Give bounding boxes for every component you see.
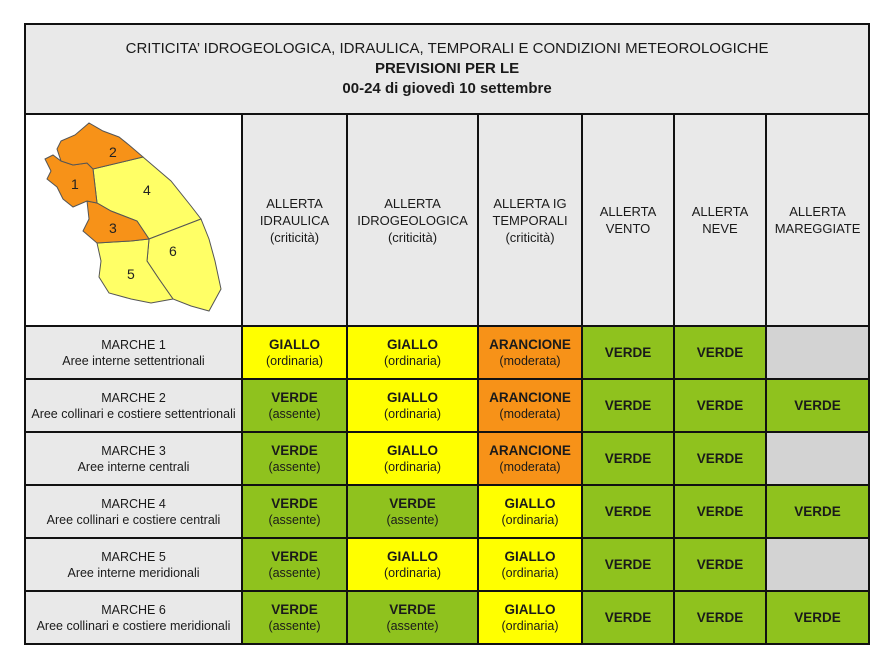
alert-criticality: (moderata) [499, 406, 561, 421]
column-header-line2: IDROGEOLOGICA [357, 212, 468, 228]
title-line-2: PREVISIONI PER LE [374, 60, 520, 77]
alert-cell [478, 432, 582, 485]
alert-cell [478, 326, 582, 379]
column-header-4 [582, 114, 674, 326]
map-label-3: 3 [109, 219, 117, 236]
alert-level: GIALLO [269, 336, 320, 352]
column-header-2 [347, 114, 478, 326]
alert-cell [478, 538, 582, 591]
zone-rows [25, 326, 869, 644]
alert-cell [766, 591, 869, 644]
alert-cell [242, 326, 347, 379]
zone-row [25, 485, 869, 538]
alert-criticality: (ordinaria) [501, 618, 559, 633]
alert-level: VERDE [604, 344, 652, 360]
column-header-line1: ALLERTA [691, 204, 749, 219]
alert-cell [766, 326, 869, 379]
alert-cell [582, 538, 674, 591]
alert-cell [674, 538, 766, 591]
column-header-6 [766, 114, 869, 326]
alert-cell [242, 538, 347, 591]
zone-name-cell [25, 591, 242, 644]
map-label-6: 6 [169, 242, 177, 259]
alert-level: VERDE [794, 397, 841, 413]
alert-level: VERDE [696, 556, 744, 572]
zone-map-cell [25, 114, 242, 326]
alert-level: GIALLO [387, 548, 438, 564]
alert-cell [242, 379, 347, 432]
alert-cell [242, 485, 347, 538]
alert-cell [347, 591, 478, 644]
alert-criticality: (assente) [268, 512, 321, 527]
alert-criticality: (ordinaria) [384, 565, 441, 580]
alert-level: VERDE [604, 450, 652, 466]
column-header-line3: (criticità) [387, 229, 438, 245]
alert-level: VERDE [604, 556, 652, 572]
alert-cell [478, 485, 582, 538]
alert-level: VERDE [271, 389, 318, 405]
alert-level: GIALLO [504, 495, 556, 511]
map-label-2: 2 [109, 143, 117, 160]
alert-criticality: (assente) [268, 565, 321, 580]
column-header-line3: (criticità) [505, 229, 555, 245]
alert-cell [347, 379, 478, 432]
column-header-line2: VENTO [605, 221, 651, 236]
zone-name: MARCHE 4 [101, 496, 166, 511]
alert-level: VERDE [696, 397, 744, 413]
alert-criticality: (ordinaria) [501, 512, 559, 527]
alert-level: GIALLO [387, 336, 438, 352]
alert-level: VERDE [604, 609, 652, 625]
alert-cell [766, 485, 869, 538]
alert-level: VERDE [271, 601, 318, 617]
zone-area: Aree interne centrali [77, 459, 190, 474]
alert-level: VERDE [271, 495, 318, 511]
alert-level: VERDE [389, 601, 436, 617]
alert-cell [582, 591, 674, 644]
alert-criticality: (assente) [386, 618, 439, 633]
alert-cell [347, 485, 478, 538]
alert-level: VERDE [696, 450, 744, 466]
zone-area: Aree collinari e costiere settentrionali [31, 406, 236, 421]
zone-row [25, 432, 869, 485]
alert-cell [582, 485, 674, 538]
zone-area: Aree collinari e costiere centrali [46, 512, 221, 527]
alert-level: VERDE [604, 397, 652, 413]
title-line-3: 00-24 di giovedì 10 settembre [342, 80, 552, 97]
zone-row [25, 538, 869, 591]
column-header-line3: (criticità) [269, 229, 320, 245]
column-header-line1: ALLERTA [266, 195, 323, 211]
alert-level: VERDE [794, 609, 841, 625]
column-header-line1: ALLERTA IG [493, 195, 567, 211]
zone-name: MARCHE 6 [101, 602, 166, 617]
alert-level: VERDE [389, 495, 436, 511]
map-label-1: 1 [71, 175, 79, 192]
alert-level: GIALLO [504, 601, 556, 617]
title-row [25, 24, 869, 114]
alert-criticality: (assente) [268, 618, 321, 633]
zone-area: Aree interne settentrionali [62, 353, 205, 368]
alert-criticality: (ordinaria) [384, 353, 441, 368]
alert-cell [766, 538, 869, 591]
alert-level: VERDE [271, 548, 318, 564]
alert-level: VERDE [696, 503, 744, 519]
title-line-1: CRITICITA’ IDROGEOLOGICA, IDRAULICA, TEMPORALI E CONDIZIONI METEOROLOGICHE [125, 40, 769, 57]
zone-name: MARCHE 5 [101, 549, 166, 564]
alert-level: ARANCIONE [489, 389, 571, 405]
zone-row [25, 326, 869, 379]
alert-cell [582, 432, 674, 485]
alert-level: VERDE [794, 503, 841, 519]
alert-criticality: (ordinaria) [384, 406, 441, 421]
alert-cell [582, 379, 674, 432]
alert-criticality: (assente) [268, 459, 321, 474]
alert-bulletin [24, 23, 868, 651]
alert-level: ARANCIONE [489, 442, 571, 458]
column-header-line2: NEVE [702, 221, 738, 236]
column-header-line2: TEMPORALI [492, 212, 568, 228]
zone-name-cell [25, 538, 242, 591]
alert-cell [347, 538, 478, 591]
alert-table [24, 23, 870, 645]
alert-level: VERDE [696, 609, 744, 625]
alert-cell [674, 485, 766, 538]
alert-cell [674, 432, 766, 485]
column-header-line1: ALLERTA [384, 195, 441, 211]
zone-area: Aree collinari e costiere meridionali [36, 618, 231, 633]
alert-cell [242, 432, 347, 485]
column-header-3 [478, 114, 582, 326]
alert-criticality: (ordinaria) [384, 459, 441, 474]
zone-name: MARCHE 2 [101, 390, 166, 405]
alert-cell [766, 379, 869, 432]
bulletin-title [25, 24, 869, 114]
alert-criticality: (ordinaria) [501, 565, 559, 580]
alert-cell [242, 591, 347, 644]
map-label-5: 5 [127, 265, 135, 282]
header-row [25, 114, 869, 326]
marche-zone-map [31, 121, 236, 316]
alert-level: GIALLO [387, 389, 438, 405]
zone-name-cell [25, 326, 242, 379]
zone-row [25, 379, 869, 432]
alert-level: GIALLO [504, 548, 556, 564]
zone-name: MARCHE 3 [101, 443, 166, 458]
zone-name: MARCHE 1 [101, 337, 166, 352]
column-header-5 [674, 114, 766, 326]
column-header-1 [242, 114, 347, 326]
alert-criticality: (ordinaria) [266, 353, 323, 368]
alert-criticality: (assente) [386, 512, 439, 527]
alert-cell [674, 326, 766, 379]
alert-criticality: (moderata) [499, 353, 561, 368]
alert-level: ARANCIONE [489, 336, 571, 352]
alert-level: VERDE [271, 442, 318, 458]
alert-criticality: (moderata) [499, 459, 561, 474]
alert-criticality: (assente) [268, 406, 321, 421]
column-header-line2: MAREGGIATE [774, 221, 861, 236]
alert-cell [347, 432, 478, 485]
alert-cell [674, 591, 766, 644]
zone-row [25, 591, 869, 644]
column-header-line2: IDRAULICA [259, 212, 330, 228]
alert-cell [582, 326, 674, 379]
column-header-line1: ALLERTA [789, 204, 846, 219]
alert-cell [347, 326, 478, 379]
alert-level: VERDE [604, 503, 652, 519]
alert-cell [674, 379, 766, 432]
alert-cell [766, 432, 869, 485]
zone-name-cell [25, 432, 242, 485]
alert-cell [478, 591, 582, 644]
zone-area: Aree interne meridionali [67, 565, 200, 580]
alert-level: VERDE [696, 344, 744, 360]
alert-level: GIALLO [387, 442, 438, 458]
map-label-4: 4 [143, 181, 151, 198]
zone-name-cell [25, 485, 242, 538]
column-header-line1: ALLERTA [599, 204, 657, 219]
alert-cell [478, 379, 582, 432]
zone-name-cell [25, 379, 242, 432]
